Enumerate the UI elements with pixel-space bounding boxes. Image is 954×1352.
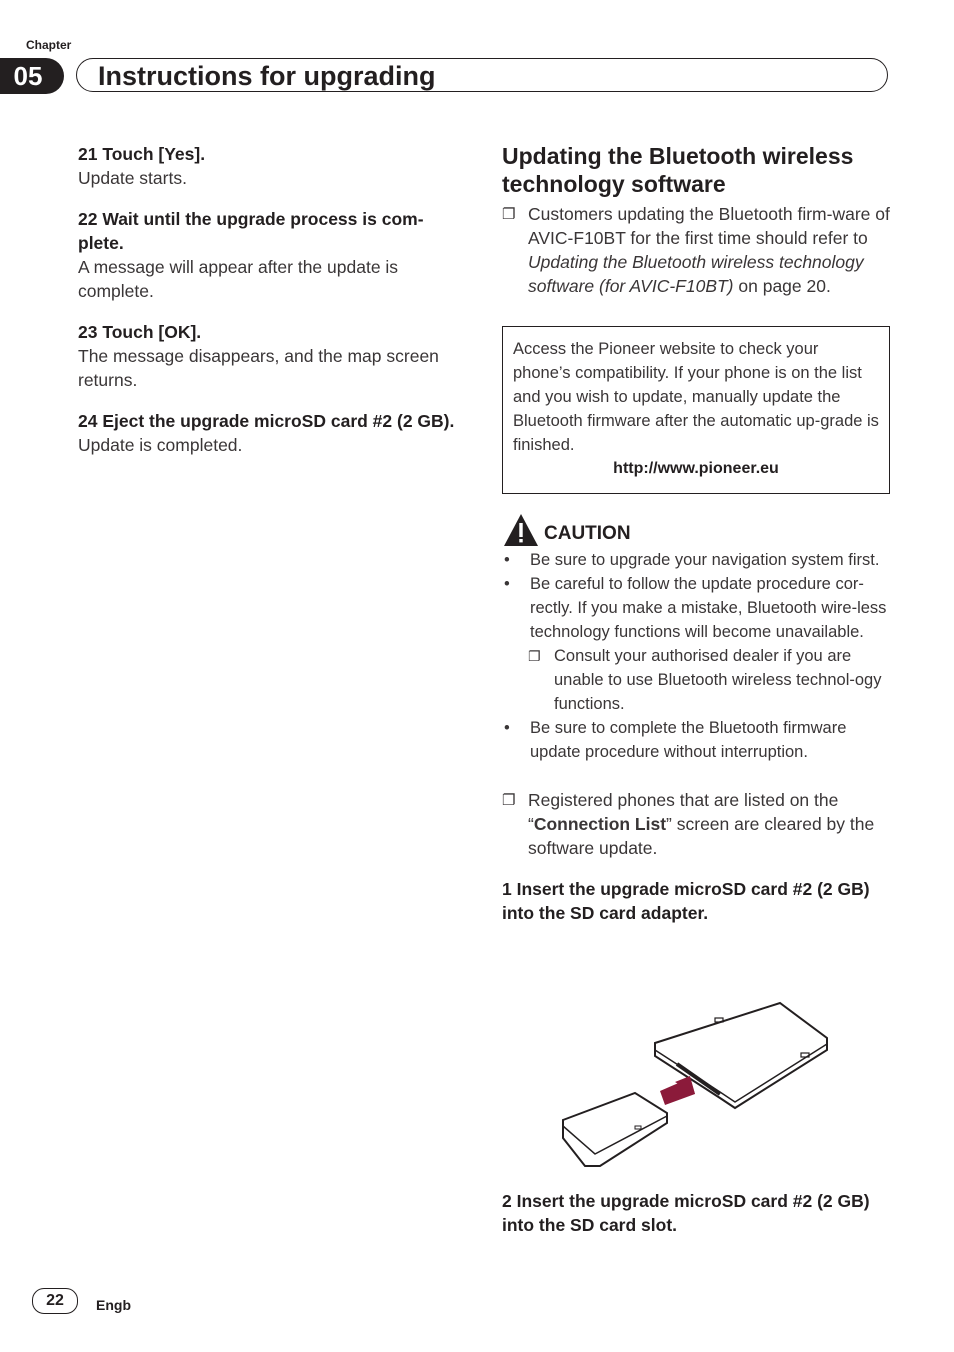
- step-23-body: The message disappears, and the map screen returns.: [78, 346, 439, 390]
- note-box-icon: ❐: [502, 206, 516, 223]
- step-23-heading: 23 Touch [OK].: [78, 322, 202, 342]
- bullet-dot: •: [504, 575, 510, 593]
- caution-heading: [502, 512, 890, 548]
- language-code: Engb: [96, 1297, 131, 1313]
- microsd-adapter-illustration: [555, 998, 835, 1173]
- note-first-time: [502, 202, 890, 298]
- connection-list-term: Connection List: [533, 814, 667, 834]
- step-22-body: A message will appear after the update is complete.: [78, 257, 399, 301]
- step-21-heading: 21 Touch [Yes].: [78, 144, 206, 164]
- step-24-body: Update is completed.: [78, 435, 243, 455]
- warning-triangle-icon: [502, 512, 540, 548]
- step-22-heading: 22 Wait until the upgrade process is com-plete.: [78, 209, 424, 253]
- caution-sub-note: ❐ Consult your authorised dealer if you are unable to use Bluetooth wireless technol-ogy functions.: [502, 644, 890, 716]
- note1-text: Customers updating the Bluetooth firm-ware of AVIC-F10BT for the first time should refer to: [528, 204, 890, 248]
- note1-page-ref: on page 20.: [733, 276, 831, 296]
- left-column: [78, 142, 468, 474]
- step-1-heading: 1 Insert the upgrade microSD card #2 (2 GB) into the SD card adapter.: [502, 879, 870, 923]
- bullet-dot: •: [504, 719, 510, 737]
- caution-label: CAUTION: [544, 523, 631, 544]
- note-registered-phones: ❐ Registered phones that are listed on the “Connection List” screen are cleared by the software update.: [502, 790, 875, 858]
- section-title: Updating the Bluetooth wireless technology software: [502, 143, 854, 197]
- note1-crossref: Updating the Bluetooth wireless technology software (for AVIC-F10BT): [528, 252, 864, 296]
- caution-bullet-1: • Be sure to upgrade your navigation system first.: [502, 548, 890, 572]
- chapter-number: 05: [0, 58, 64, 94]
- note-box-icon: ❐: [502, 792, 516, 809]
- step-2-container: [502, 1189, 890, 1237]
- chapter-label: Chapter: [26, 38, 72, 52]
- page-title: Instructions for upgrading: [98, 61, 436, 91]
- caution-bullet-3: • Be sure to complete the Bluetooth firmware update procedure without interruption.: [502, 716, 890, 764]
- info-box: [502, 326, 890, 494]
- step-2-heading: 2 Insert the upgrade microSD card #2 (2 GB) into the SD card slot.: [502, 1191, 870, 1235]
- caution-bullet-2: • Be careful to follow the update procedure cor-rectly. If you make a mistake, Bluetooth wire-less technology functions will become unavailable.: [502, 572, 890, 644]
- page-number: 22: [32, 1288, 78, 1314]
- step-21-body: Update starts.: [78, 168, 187, 188]
- info-text: Access the Pioneer website to check your phone’s compatibility. If your phone is on the list and you wish to update, manually update the Bluetooth firmware after the automatic up-grade is finished.: [513, 340, 879, 454]
- bullet-dot: •: [504, 551, 510, 569]
- info-url: http://www.pioneer.eu: [613, 460, 779, 477]
- note-box-icon: ❐: [528, 648, 541, 664]
- right-column: [502, 142, 890, 925]
- step-24-heading: 24 Eject the upgrade microSD card #2 (2 GB).: [78, 411, 455, 431]
